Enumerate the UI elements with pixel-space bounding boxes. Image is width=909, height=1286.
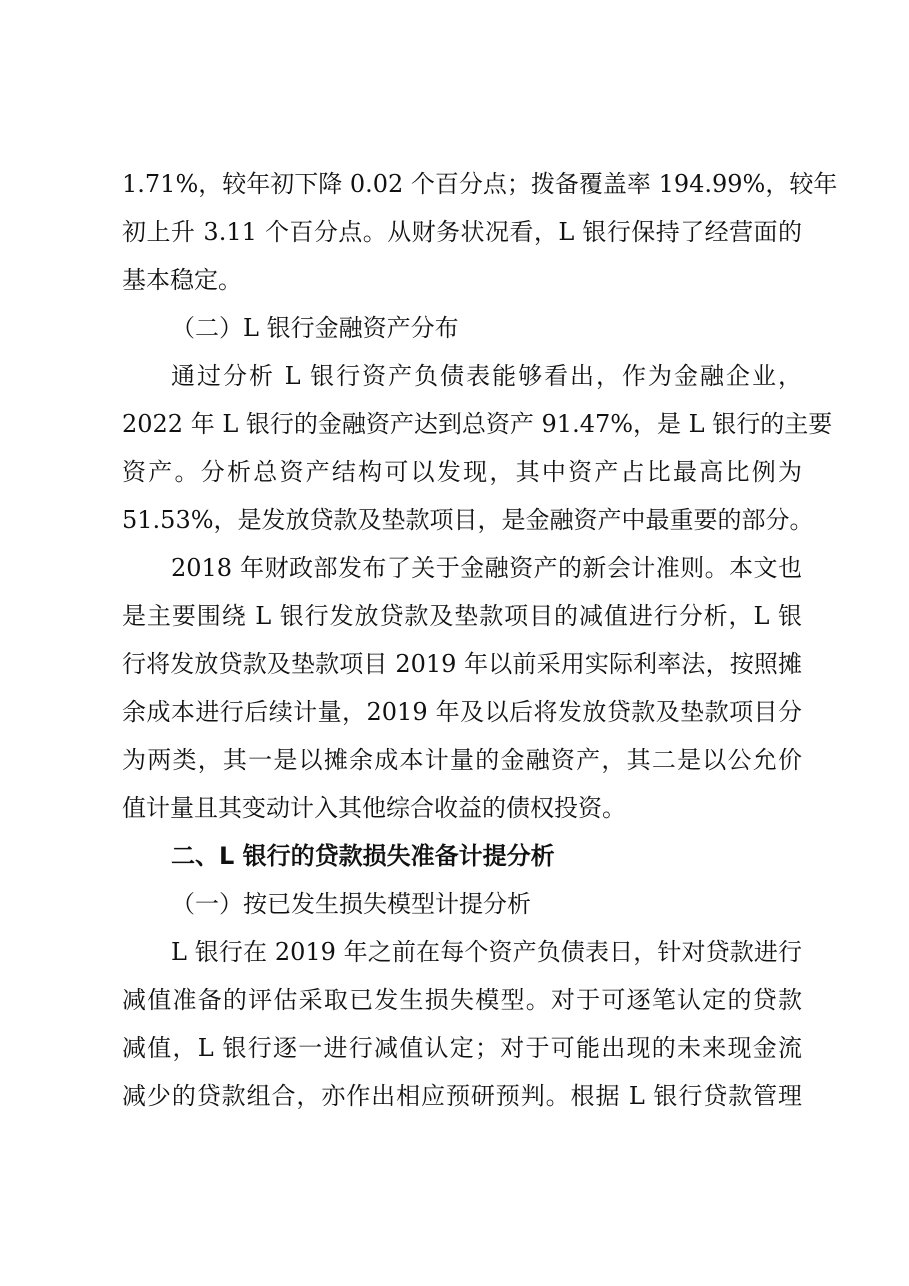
paragraph-line: 51.53%，是发放贷款及垫款项目，是金融资产中最重要的部分。 [122,506,814,534]
paragraph-line: 行将发放贷款及垫款项目 2019 年以前采用实际利率法，按照摊 [122,650,802,678]
paragraph-line: 2018 年财政部发布了关于金融资产的新会计准则。本文也 [171,554,802,582]
paragraph-line: 2022 年 L 银行的金融资产达到总资产 91.47%，是 L 银行的主要 [122,410,833,438]
paragraph-line: 通过分析 L 银行资产负债表能够看出，作为金融企业， [171,362,802,390]
paragraph-line: 值计量且其变动计入其他综合收益的债权投资。 [122,794,626,822]
chapter-heading: 二、L 银行的贷款损失准备计提分析 [171,842,555,870]
paragraph-line: 1.71%，较年初下降 0.02 个百分点；拨备覆盖率 194.99%，较年 [122,170,838,198]
paragraph-line: 基本稳定。 [122,266,242,294]
section-heading: （一）按已发生损失模型计提分析 [171,890,531,918]
section-heading: （二）L 银行金融资产分布 [171,314,459,342]
paragraph-line: 资产。分析总资产结构可以发现，其中资产占比最高比例为 [122,458,802,486]
paragraph-line: 为两类，其一是以摊余成本计量的金融资产，其二是以公允价 [122,746,802,774]
paragraph-line: 减值，L 银行逐一进行减值认定；对于可能出现的未来现金流 [122,1034,802,1062]
paragraph-line: 余成本进行后续计量，2019 年及以后将发放贷款及垫款项目分 [122,698,802,726]
paragraph-line: 减值准备的评估采取已发生损失模型。对于可逐笔认定的贷款 [122,986,802,1014]
paragraph-line: L 银行在 2019 年之前在每个资产负债表日，针对贷款进行 [171,938,802,966]
paragraph-line: 减少的贷款组合，亦作出相应预研预判。根据 L 银行贷款管理 [122,1082,802,1110]
paragraph-line: 是主要围绕 L 银行发放贷款及垫款项目的减值进行分析，L 银 [122,602,802,630]
paragraph-line: 初上升 3.11 个百分点。从财务状况看，L 银行保持了经营面的 [122,218,802,246]
